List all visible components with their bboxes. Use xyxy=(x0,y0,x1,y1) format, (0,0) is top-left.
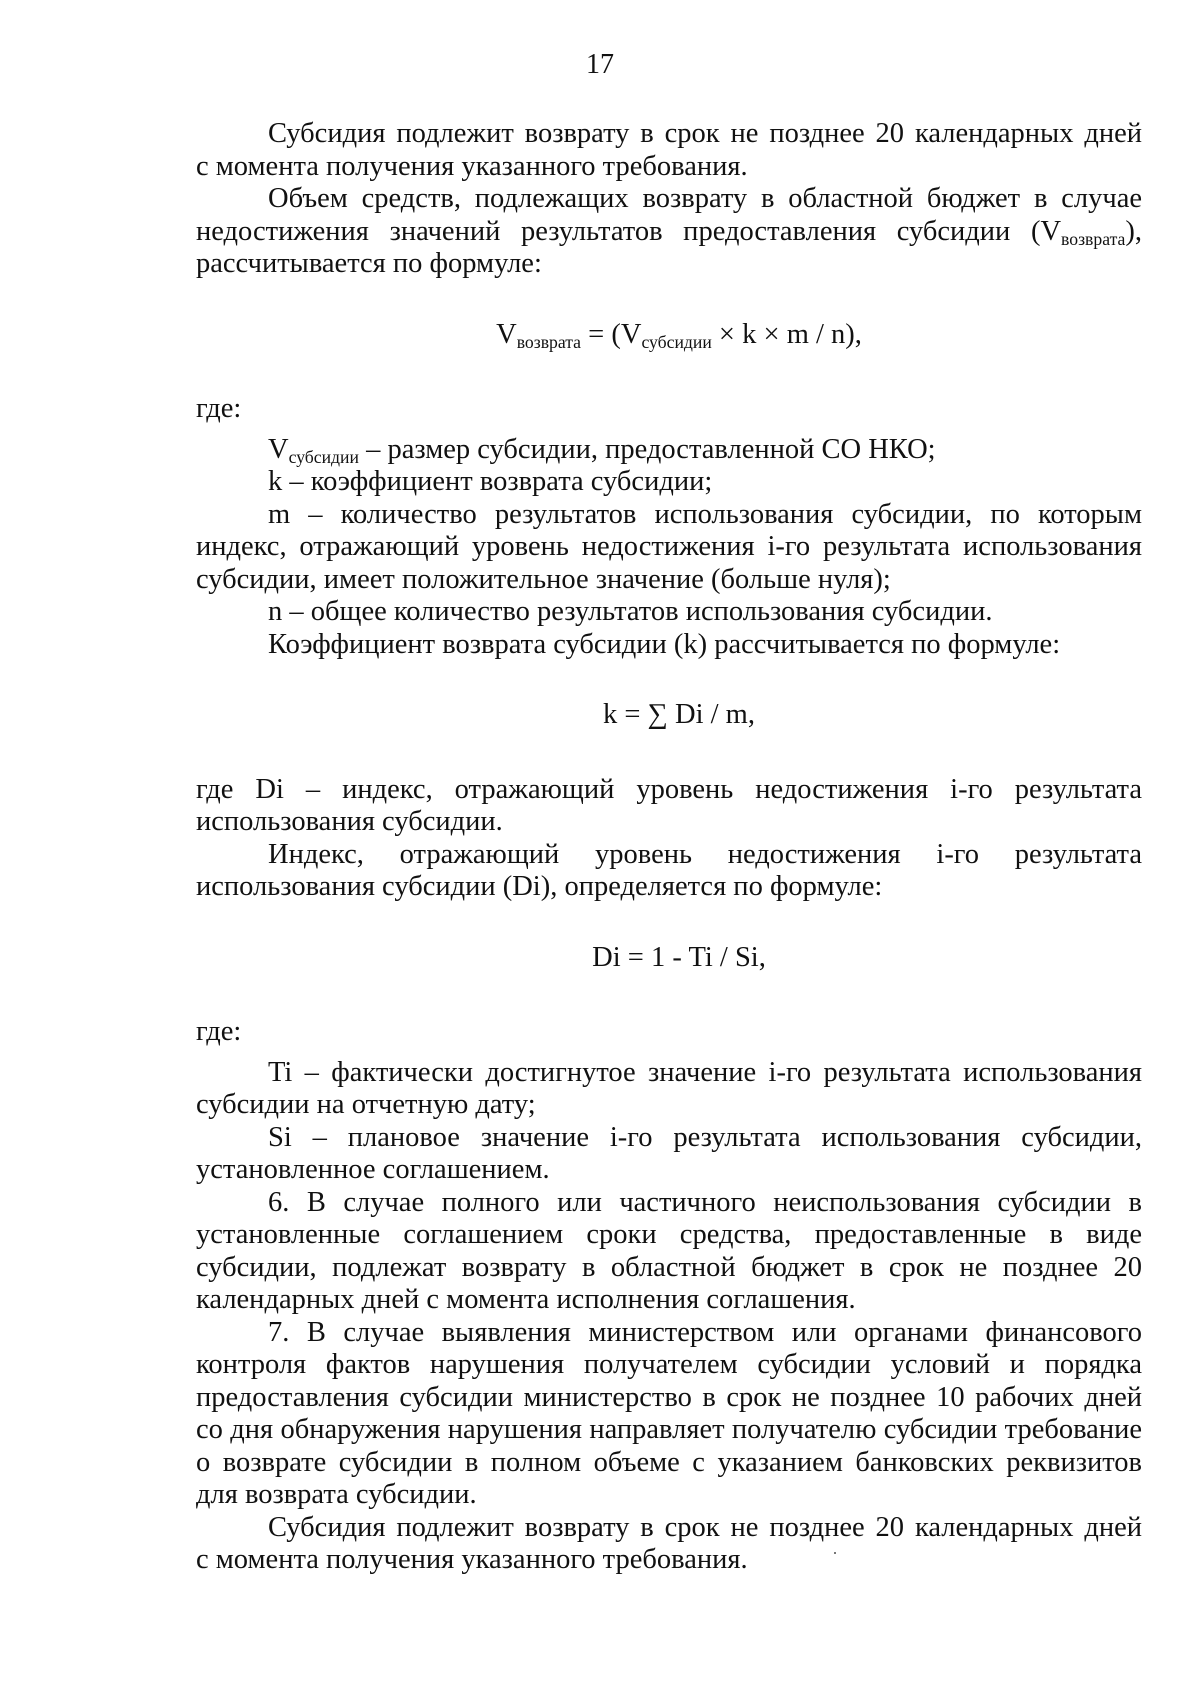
paragraph-7: 7. В случае выявления министерством или органами финансового контроля фактов нарушения получателем субсидии условий и порядка предоставления субсидии министерство в срок не позднее 10 рабочих дней со дня обнаружения нарушения направляет получателю субсидии требование о возврате субсидии в полном объеме с указанием банковских реквизитов для возврата субсидии. xyxy=(196,1316,1142,1510)
definition-k: k – коэффициент возврата субсидии; xyxy=(268,466,713,497)
definition-v-symbol: V xyxy=(268,433,289,465)
where-label: где: xyxy=(196,393,242,424)
refund-volume-text-start: Объем средств, подлежащих возврату в областной бюджет в случае недостижения значений результатов предоставления субсидии (V xyxy=(196,183,1142,247)
paragraph-final-line-1: Субсидия подлежит возврату в срок не позднее 20 календарных дней xyxy=(268,1511,1142,1543)
formula-v-symbol: V xyxy=(496,318,517,350)
scan-speck xyxy=(834,1552,836,1554)
where-label-2: где: xyxy=(196,1016,242,1047)
formula-k: k = ∑ Di / m, xyxy=(603,699,755,730)
page-number: 17 xyxy=(586,49,614,80)
definition-n: n – общее количество результатов использования субсидии. xyxy=(268,596,993,627)
definition-v-subscript: субсидии xyxy=(288,446,359,467)
paragraph-refund-deadline-line-2: с момента получения указанного требования. xyxy=(196,150,748,182)
paragraph-final-line-2: с момента получения указанного требования. xyxy=(196,1544,748,1575)
definition-si: Si – плановое значение i-го результата использования субсидии, установленное соглашением. xyxy=(196,1121,1142,1185)
paragraph-k-intro: Коэффициент возврата субсидии (k) рассчитывается по формуле: xyxy=(268,628,1061,660)
paragraph-di-intro-line-2: использования субсидии (Di), определяется по формуле: xyxy=(196,871,883,902)
formula-v-subsidy-subscript: субсидии xyxy=(641,331,712,352)
paragraph-refund-deadline-line-1: Субсидия подлежит возврату в срок не позднее 20 календарных дней xyxy=(268,118,1142,149)
definition-ti: Ti – фактически достигнутое значение i-го результата использования субсидии на отчетную дату; xyxy=(196,1056,1142,1120)
refund-volume-subscript: возврата xyxy=(1061,228,1126,249)
paragraph-di-intro-line-1: Индекс, отражающий уровень недостижения i-го результата xyxy=(268,838,1142,870)
paragraph-refund-volume xyxy=(196,183,1142,281)
formula-di: Di = 1 - Ti / Si, xyxy=(592,941,766,973)
formula-refund-volume xyxy=(196,319,1142,352)
refund-volume-text-end: ), рассчитывается по формуле: xyxy=(196,215,1142,279)
document-body xyxy=(196,118,1142,1577)
definition-di: где Di – индекс, отражающий уровень недостижения i-го результата использования субсидии. xyxy=(196,773,1142,837)
formula-v-return-subscript: возврата xyxy=(516,331,582,352)
definition-m: m – количество результатов использования субсидии, по которым индекс, отражающий уровень недостижения i-го результата использования субсидии, имеет положительное значение (больше нуля); xyxy=(196,498,1142,595)
formula-equals-open: = (V xyxy=(581,318,642,350)
formula-tail: × k × m / n), xyxy=(711,318,862,350)
definition-v-text: – размер субсидии, предоставленной СО НКО; xyxy=(358,433,936,465)
paragraph-6: 6. В случае полного или частичного неиспользования субсидии в установленные соглашением сроки средства, предоставленные в виде субсидии, подлежат возврату в областной бюджет в срок не позднее 20 календарных дней с момента исполнения соглашения. xyxy=(196,1186,1142,1315)
definition-v-subsidy xyxy=(196,434,1142,467)
